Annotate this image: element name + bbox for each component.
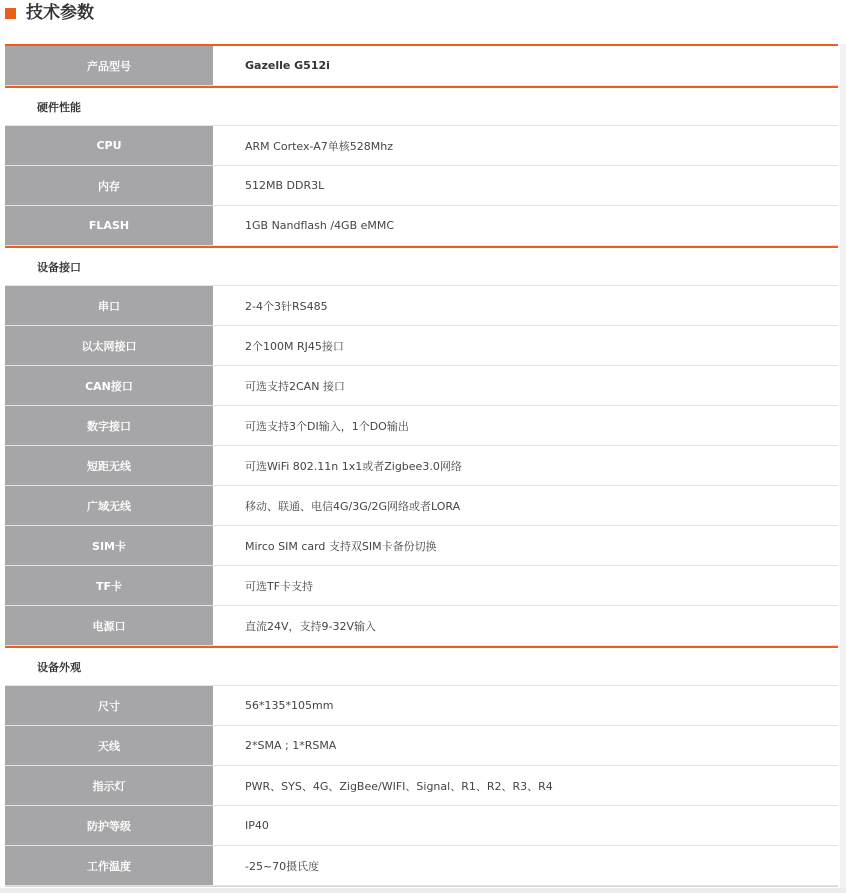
spec-value: ARM Cortex-A7单核528Mhz [245, 139, 393, 153]
spec-value: 56*135*105mm [245, 699, 334, 712]
spec-value: 2*SMA ; 1*RSMA [245, 739, 337, 752]
spec-row [5, 566, 838, 606]
spec-label: 产品型号 [5, 46, 213, 85]
page-footer-strip [0, 888, 846, 893]
title-marker-icon [5, 8, 16, 19]
spec-value: 1GB Nandflash /4GB eMMC [245, 219, 395, 232]
spec-label: CPU [5, 126, 213, 165]
section-header [0, 0, 846, 44]
spec-label: 以太网接口 [5, 326, 213, 365]
spec-value: 2个100M RJ45接口 [245, 339, 344, 353]
spec-value: PWR、SYS、4G、ZigBee/WIFI、Signal、R1、R2、R3、R4 [245, 779, 553, 793]
spec-value: 可选支持2CAN 接口 [245, 379, 345, 393]
spec-row [5, 126, 838, 166]
spec-label: 天线 [5, 726, 213, 765]
spec-row [5, 846, 838, 886]
spec-label: 短距无线 [5, 446, 213, 485]
spec-value: 可选支持3个DI输入，1个DO输出 [245, 419, 409, 433]
spec-value: -25~70摄氏度 [245, 859, 320, 873]
spec-value: 直流24V，支持9-32V输入 [245, 619, 377, 633]
spec-label: 内存 [5, 166, 213, 205]
spec-row [5, 286, 838, 326]
spec-row [5, 406, 838, 446]
spec-label: 尺寸 [5, 686, 213, 725]
spec-label: 工作温度 [5, 846, 213, 885]
page-title: 技术参数 [26, 3, 94, 23]
spec-value: IP40 [245, 819, 269, 832]
spec-row [5, 686, 838, 726]
section-title-hardware: 硬件性能 [5, 86, 838, 126]
spec-row [5, 206, 838, 246]
spec-table [5, 44, 838, 887]
spec-label: SIM卡 [5, 526, 213, 565]
spec-row [5, 366, 838, 406]
spec-value: 512MB DDR3L [245, 179, 325, 192]
spec-label: 广域无线 [5, 486, 213, 525]
page-gutter [840, 44, 846, 893]
spec-row [5, 326, 838, 366]
spec-row-model [5, 44, 838, 86]
spec-value: 2-4个3针RS485 [245, 299, 328, 313]
spec-label: 电源口 [5, 606, 213, 645]
spec-row [5, 166, 838, 206]
spec-value: Gazelle G512i [245, 59, 330, 72]
spec-value: Mirco SIM card 支持双SIM卡备份切换 [245, 539, 437, 553]
spec-row [5, 526, 838, 566]
spec-label: 防护等级 [5, 806, 213, 845]
spec-row [5, 606, 838, 646]
spec-row [5, 806, 838, 846]
spec-label: FLASH [5, 206, 213, 245]
section-title-interfaces: 设备接口 [5, 246, 838, 286]
spec-row [5, 446, 838, 486]
spec-row [5, 766, 838, 806]
section-title-appearance: 设备外观 [5, 646, 838, 686]
spec-value: 可选TF卡支持 [245, 579, 314, 593]
spec-row [5, 486, 838, 526]
spec-label: 指示灯 [5, 766, 213, 805]
spec-label: CAN接口 [5, 366, 213, 405]
spec-label: 串口 [5, 286, 213, 325]
spec-value: 可选WiFi 802.11n 1x1或者Zigbee3.0网络 [245, 459, 462, 473]
spec-label: TF卡 [5, 566, 213, 605]
spec-row [5, 726, 838, 766]
spec-value: 移动、联通、电信4G/3G/2G网络或者LORA [245, 499, 461, 513]
spec-label: 数字接口 [5, 406, 213, 445]
